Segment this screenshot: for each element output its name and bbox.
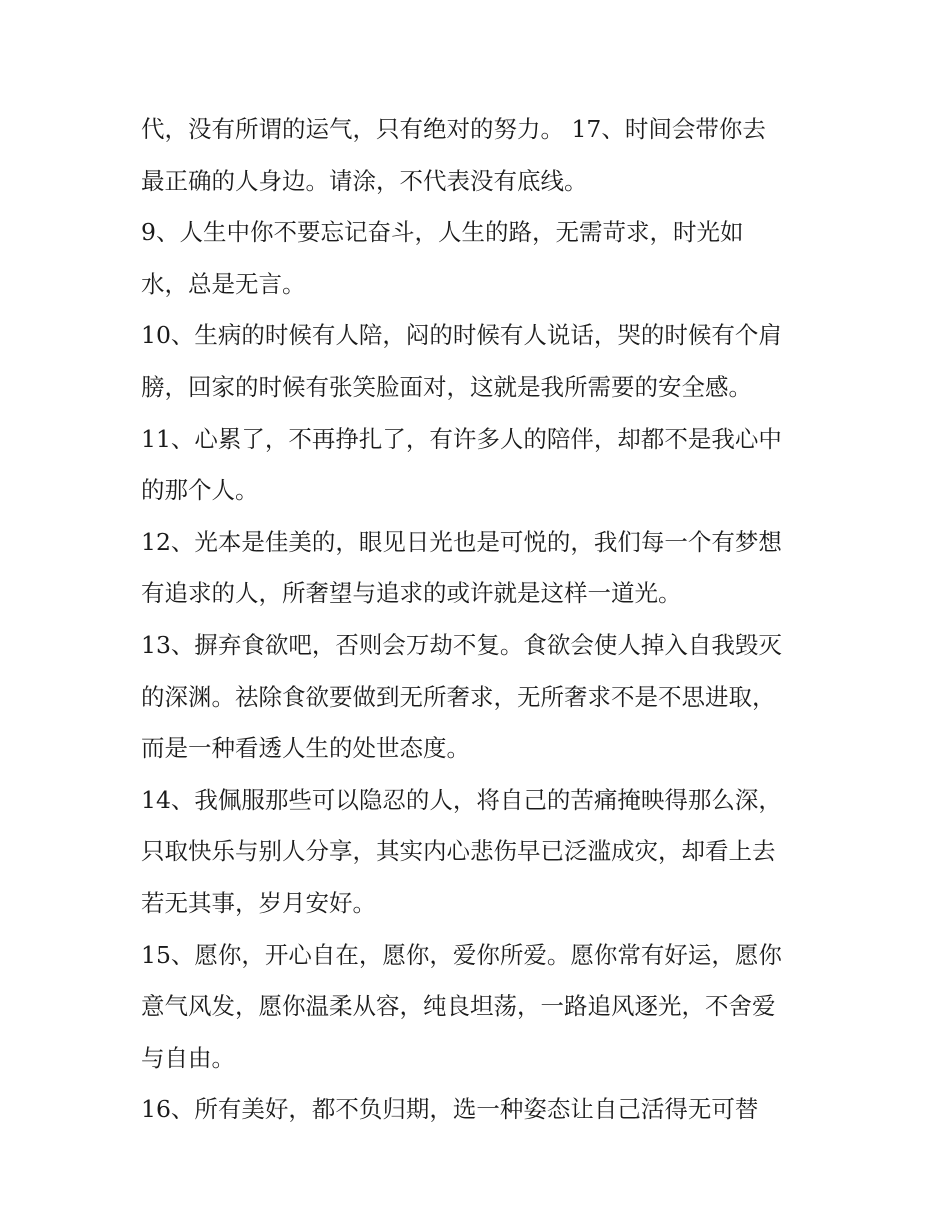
- paragraph-10: 10、生病的时候有人陪，闷的时候有人说话，哭的时候有个肩 膀，回家的时候有张笑脸面对，这就是我所需要的安全感。: [141, 321, 782, 401]
- paragraph-continuation: 代，没有所谓的运气，只有绝对的努力。 17、时间会带你去 最正确的人身边。请涂，不代表没有底线。: [141, 115, 766, 195]
- paragraph-13: 13、摒弃食欲吧，否则会万劫不复。食欲会使人掉入自我毁灭 的深渊。祛除食欲要做到无所奢求，无所奢求不是不思进取， 而是一种看透人生的处世态度。: [141, 630, 782, 763]
- paragraph-9: 9、人生中你不要忘记奋斗，人生的路，无需苛求，时光如 水，总是无言。: [141, 218, 744, 298]
- paragraph-14: 14、我佩服那些可以隐忍的人，将自己的苦痛掩映得那么深， 只取快乐与别人分享，其实内心悲伤早已泛滥成灾，却看上去 若无其事，岁月安好。: [141, 785, 782, 917]
- paragraph-11: 11、心累了，不再挣扎了，有许多人的陪伴，却都不是我心中 的那个人。: [141, 424, 782, 505]
- paragraph-15: 15、愿你，开心自在，愿你，爱你所爱。愿你常有好运，愿你 意气风发，愿你温柔从容，纯良坦荡，一路追风逐光，不舍爱 与自由。: [141, 940, 782, 1072]
- document-body: [141, 104, 821, 1136]
- paragraph-16: 16、所有美好，都不负归期，选一种姿态让自己活得无可替: [141, 1095, 759, 1124]
- paragraph-12: 12、光本是佳美的，眼见日光也是可悦的，我们每一个有梦想 有追求的人，所奢望与追求的或许就是这样一道光。: [141, 527, 782, 608]
